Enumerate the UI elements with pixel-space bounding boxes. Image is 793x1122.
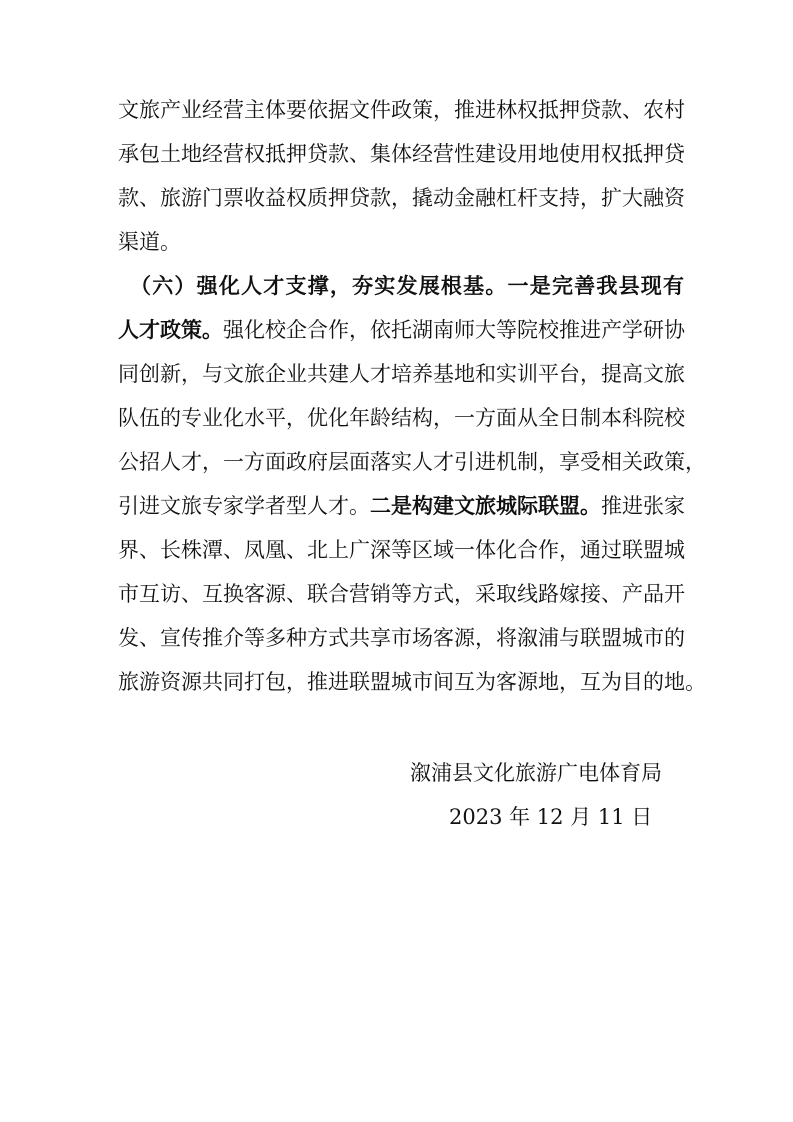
paragraph-line: 文旅产业经营主体要依据文件政策，推进林权抵押贷款、农村	[118, 98, 685, 122]
signature-date: 2023 年 12 月 11 日	[449, 805, 653, 829]
paragraph-text: 强化校企合作，依托湖南师大等院校推进产学研协	[223, 318, 685, 342]
subheading: 一是完善我县现有	[507, 274, 685, 298]
subheading: 二是构建文旅城际联盟。	[370, 494, 601, 518]
paragraph-line	[118, 491, 684, 521]
paragraph-line: 发、宣传推介等多种方式共享市场客源，将溆浦与联盟城市的	[118, 626, 685, 650]
paragraph-line: 款、旅游门票收益权质押贷款，撬动金融杠杆支持，扩大融资	[118, 186, 685, 210]
paragraph-line: 公招人才，一方面政府层面落实人才引进机制，享受相关政策，	[118, 450, 706, 474]
paragraph-line: 旅游资源共同打包，推进联盟城市间互为客源地，互为目的地。	[118, 670, 706, 694]
paragraph-line	[118, 315, 684, 345]
paragraph-line: 市互访、互换客源、联合营销等方式，采取线路嫁接、产品开	[118, 582, 685, 606]
paragraph-line: 界、长株潭、凤凰、北上广深等区域一体化合作，通过联盟城	[118, 538, 685, 562]
paragraph-line: 队伍的专业化水平，优化年龄结构，一方面从全日制本科院校	[118, 406, 685, 430]
paragraph-line: 承包土地经营权抵押贷款、集体经营性建设用地使用权抵押贷	[118, 142, 685, 166]
paragraph-text: 推进张家	[601, 494, 685, 518]
subheading: 人才政策。	[118, 318, 223, 342]
paragraph-line: 同创新，与文旅企业共建人才培养基地和实训平台，提高文旅	[118, 362, 685, 386]
paragraph-line: 渠道。	[118, 230, 181, 254]
signature-organization: 溆浦县文化旅游广电体育局	[410, 761, 662, 785]
paragraph-text: 引进文旅专家学者型人才。	[118, 494, 370, 518]
section-heading-line	[118, 271, 684, 301]
section-heading: （六）强化人才支撑，夯实发展根基。	[130, 274, 508, 298]
